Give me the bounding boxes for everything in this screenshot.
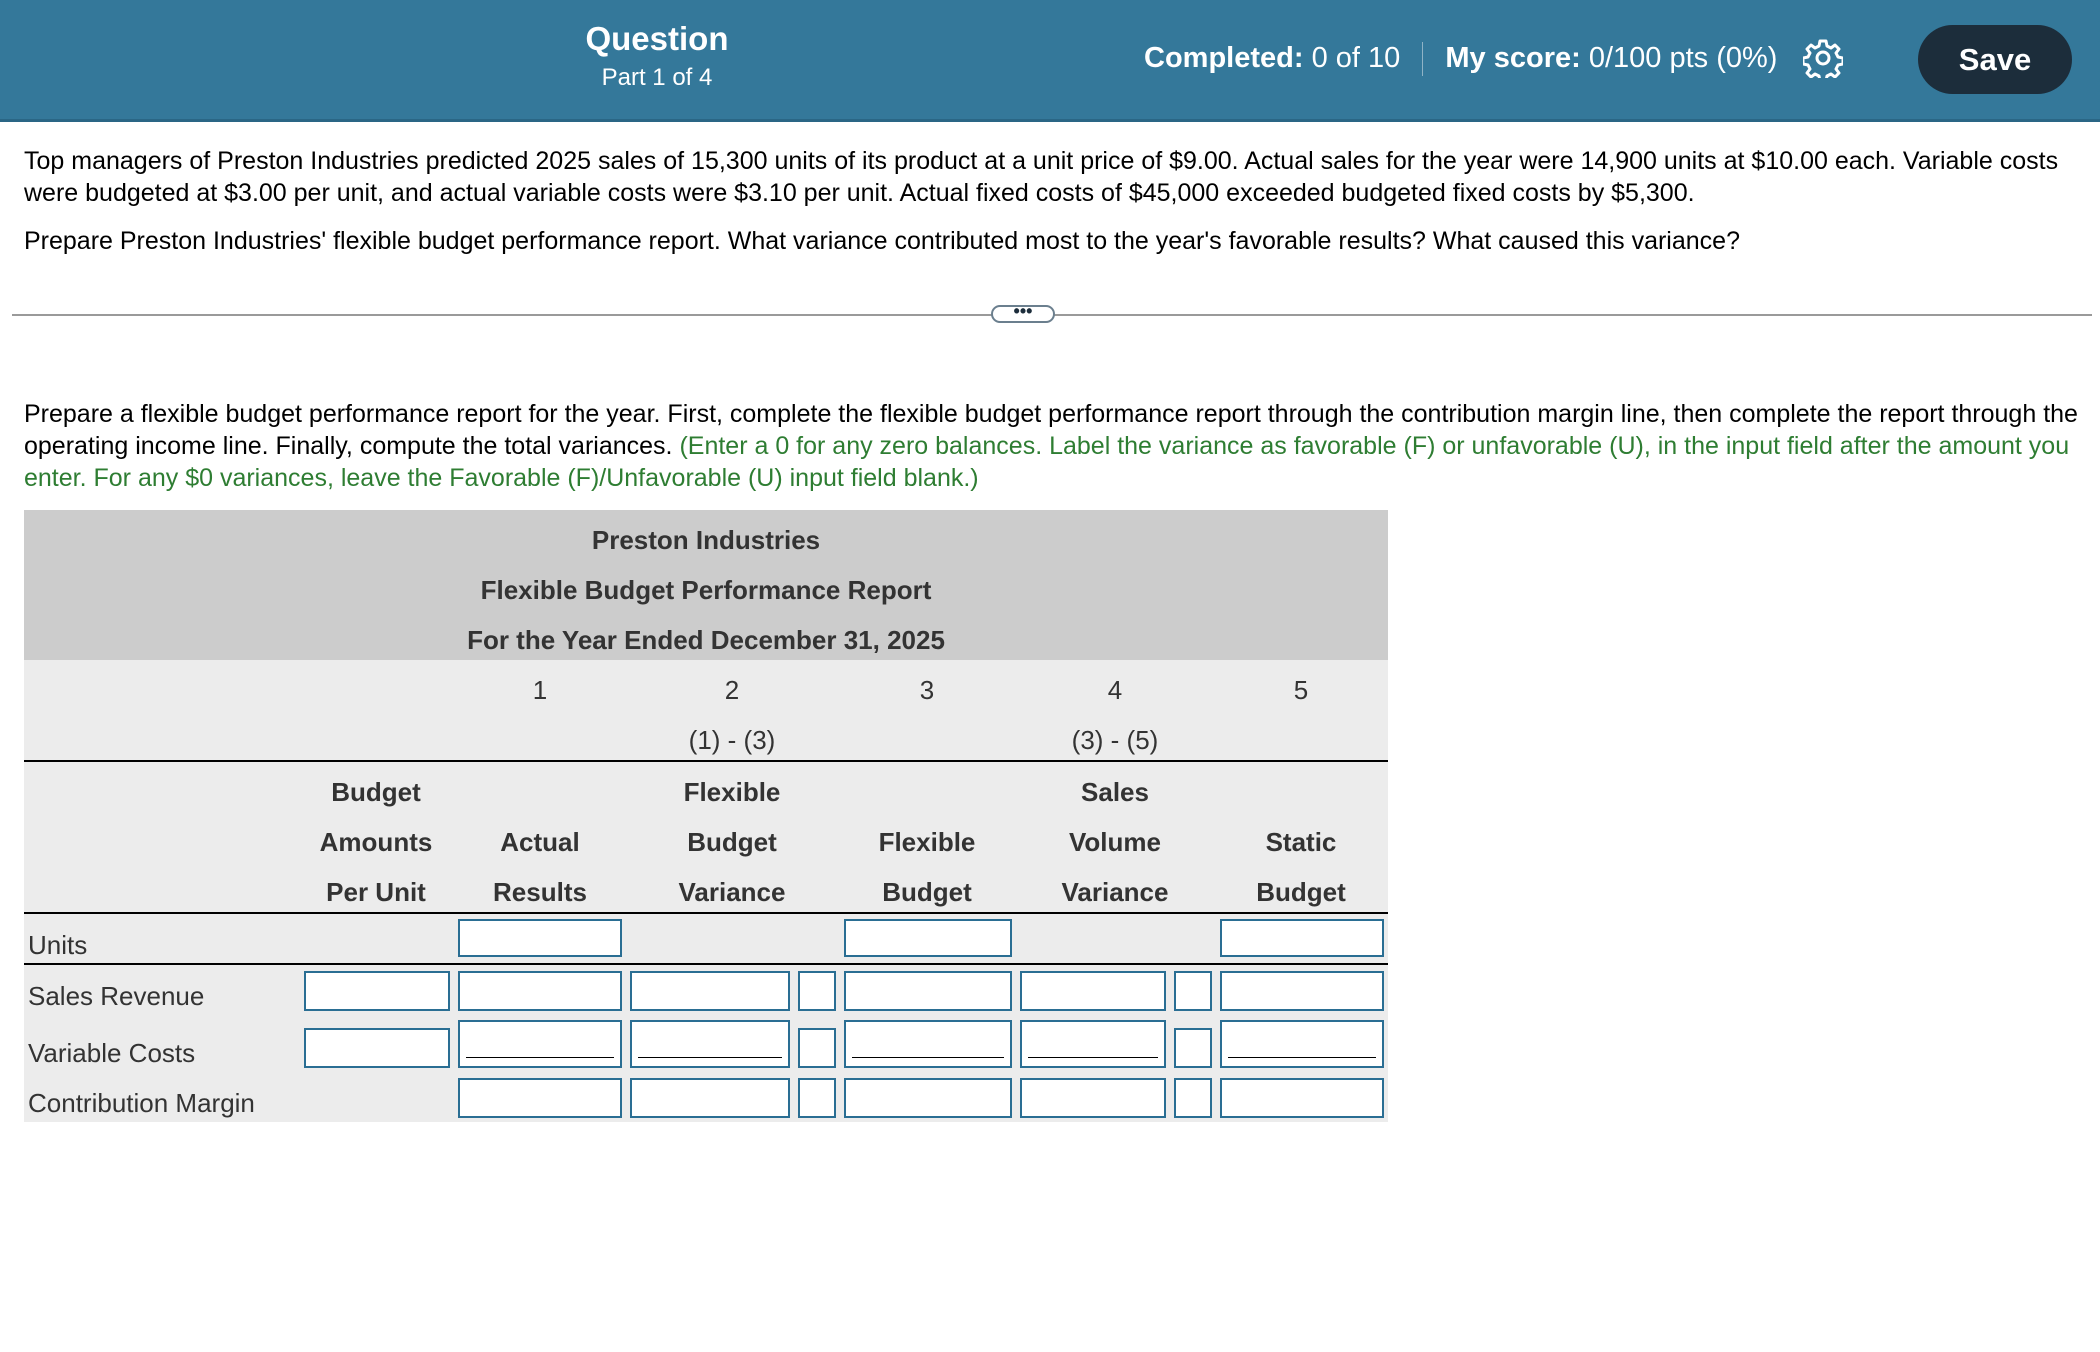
contribution-margin-flex-variance-fu-input[interactable] [798, 1078, 836, 1118]
units-rule [24, 963, 1388, 965]
sales-revenue-flexible-budget-input[interactable] [844, 971, 1012, 1011]
sales-revenue-flex-variance-fu-input[interactable] [798, 971, 836, 1011]
top-bar [0, 0, 2100, 122]
sales-revenue-static-budget-input[interactable] [1220, 971, 1384, 1011]
col-actual-line2: Results [493, 877, 587, 907]
column-number-1: 1 [532, 675, 548, 705]
variable-costs-flex-variance-fu-input[interactable] [798, 1028, 836, 1068]
problem-statement [24, 145, 2084, 273]
problem-paragraph-2: Prepare Preston Industries' flexible budget performance report. What variance contributed most to the year's favorable results? What caused this variance? [24, 227, 1740, 255]
contribution-margin-static-budget-input[interactable] [1220, 1078, 1384, 1118]
column-number-4: 4 [1107, 675, 1123, 705]
report-period: For the Year Ended December 31, 2025 [467, 625, 945, 655]
col-flex-var-line1: Flexible [683, 777, 781, 807]
units-static-budget-input[interactable] [1220, 919, 1384, 957]
col-budget-per-unit-line1: Budget [331, 777, 421, 807]
variable-costs-flex-variance-input[interactable] [630, 1020, 790, 1068]
score-label: My score: [1445, 42, 1581, 74]
column-formula-2: (1) - (3) [688, 725, 776, 755]
status-divider [1422, 42, 1423, 76]
column-number-5: 5 [1293, 675, 1309, 705]
col-budget-per-unit-line3: Per Unit [326, 877, 426, 907]
col-sales-var-line3: Variance [1061, 877, 1169, 907]
contribution-margin-flex-variance-input[interactable] [630, 1078, 790, 1118]
report-company: Preston Industries [591, 525, 821, 555]
col-sales-var-line1: Sales [1081, 777, 1149, 807]
score-value: 0/100 pts (0%) [1588, 42, 1778, 74]
column-number-3: 3 [919, 675, 935, 705]
row-label-sales-revenue: Sales Revenue [28, 981, 205, 1011]
contribution-margin-actual-input[interactable] [458, 1078, 622, 1118]
row-label-variable-costs: Variable Costs [28, 1038, 196, 1068]
col-actual-line1: Actual [500, 827, 580, 857]
units-flexible-budget-input[interactable] [844, 919, 1012, 957]
variable-costs-volume-variance-fu-input[interactable] [1174, 1028, 1212, 1068]
completed-value: 0 of 10 [1311, 42, 1401, 74]
units-actual-input[interactable] [458, 919, 622, 957]
report-title: Flexible Budget Performance Report [480, 575, 932, 605]
col-flex-budget-line2: Budget [882, 877, 972, 907]
completed-label: Completed: [1144, 42, 1304, 74]
column-heading-rule [24, 912, 1388, 914]
variable-costs-static-budget-underline [1228, 1057, 1376, 1058]
variable-costs-flexible-budget-underline [852, 1057, 1004, 1058]
column-number-2: 2 [724, 675, 740, 705]
sales-revenue-volume-variance-input[interactable] [1020, 971, 1166, 1011]
instructions [24, 398, 2084, 494]
sales-revenue-volume-variance-fu-input[interactable] [1174, 971, 1212, 1011]
sales-revenue-actual-input[interactable] [458, 971, 622, 1011]
contribution-margin-flexible-budget-input[interactable] [844, 1078, 1012, 1118]
problem-paragraph-1: Top managers of Preston Industries predicted 2025 sales of 15,300 units of its product at a unit price of $9.00. Actual sales for the year were 14,900 units at $10.00 each. Variable costs were budgeted at $3.00 per unit, and actual variable costs were $3.10 per unit. Actual fixed costs of $45,000 exceeded budgeted fixed costs by $5,300. [24, 147, 2059, 207]
variable-costs-actual-input[interactable] [458, 1020, 622, 1068]
variable-costs-volume-variance-input[interactable] [1020, 1020, 1166, 1068]
col-flex-var-line2: Budget [687, 827, 777, 857]
col-sales-var-line2: Volume [1069, 827, 1161, 857]
instructions-text: Prepare a flexible budget performance report for the year. First, complete the flexible budget performance report through the contribution margin line, then complete the report through the operating income line. Finally, compute the total variances. [24, 400, 2078, 460]
variable-costs-per-unit-input[interactable] [304, 1028, 450, 1068]
variable-costs-flex-variance-underline [638, 1057, 782, 1058]
sales-revenue-per-unit-input[interactable] [304, 971, 450, 1011]
variable-costs-static-budget-input[interactable] [1220, 1020, 1384, 1068]
row-label-units: Units [28, 930, 88, 960]
sales-revenue-flex-variance-input[interactable] [630, 971, 790, 1011]
instructions-hint: (Enter a 0 for any zero balances. Label the variance as favorable (F) or unfavorable (U), in the input field after the amount you enter. For any $0 variances, leave the Favorable (F)/Unfavorable (U) input field blank.) [24, 432, 2070, 492]
gear-icon[interactable] [1803, 38, 1843, 78]
save-button[interactable]: Save [1918, 25, 2072, 94]
variable-costs-flexible-budget-input[interactable] [844, 1020, 1012, 1068]
contribution-margin-volume-variance-input[interactable] [1020, 1078, 1166, 1118]
question-part: Part 1 of 4 [601, 64, 713, 91]
header-rule [24, 760, 1388, 762]
column-formula-4: (3) - (5) [1071, 725, 1159, 755]
contribution-margin-volume-variance-fu-input[interactable] [1174, 1078, 1212, 1118]
row-label-contribution-margin: Contribution Margin [28, 1088, 255, 1118]
col-static-line1: Static [1265, 827, 1337, 857]
variable-costs-volume-variance-underline [1028, 1057, 1158, 1058]
expand-toggle-button[interactable]: ••• [991, 305, 1055, 323]
col-flex-var-line3: Variance [678, 877, 786, 907]
score-status [1144, 42, 1777, 76]
question-title: Question [585, 20, 729, 57]
col-flex-budget-line1: Flexible [878, 827, 976, 857]
variable-costs-actual-underline [466, 1057, 614, 1058]
col-budget-per-unit-line2: Amounts [319, 827, 433, 857]
col-static-line2: Budget [1256, 877, 1346, 907]
